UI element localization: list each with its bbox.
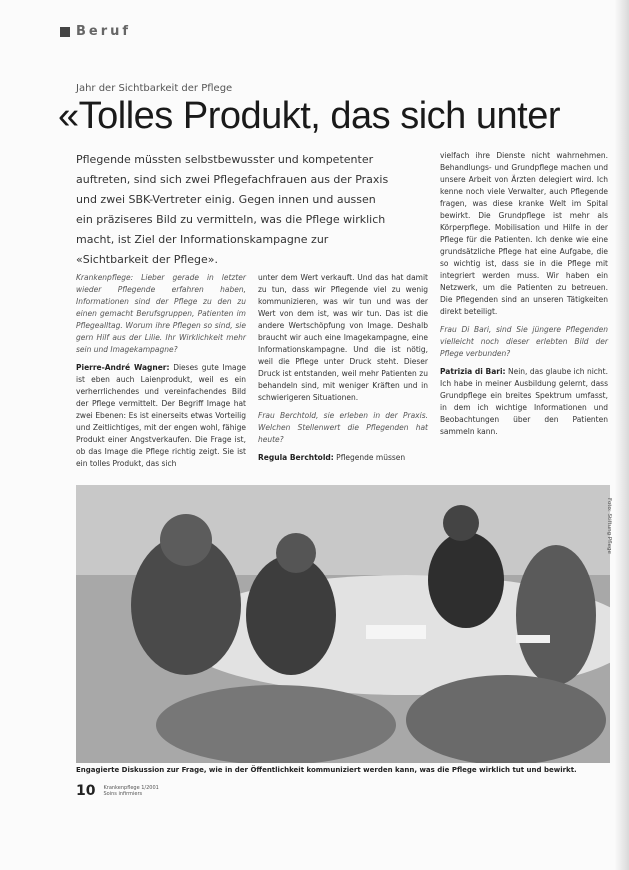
journal-line: Soins infirmiers — [103, 791, 143, 797]
interview-question: Frau Di Bari, sind Sie jüngere Pflegenden vielleicht noch dieser erlebten Bild der Pflege verbunden? — [440, 325, 608, 358]
text-column-3 — [440, 150, 608, 444]
answer-text: Pflegende müssen — [336, 453, 406, 462]
photo-credit: Foto: Stiftung Pflege — [606, 498, 612, 554]
interview-question: Frau Berchtold, sie erleben in der Praxis. Welchen Stellenwert die Pflegenden hat heute? — [258, 411, 428, 444]
section-tag — [60, 24, 131, 39]
article-kicker: Jahr der Sichtbarkeit der Pflege — [76, 83, 233, 94]
answer-text: vielfach ihre Dienste nicht wahrnehmen. Behandlungs- und Grundpflege machen und unsere Arbeit von Ärzten delegiert wird. Ich kenne noch viele Verwalter, auch Pflegende fragen, was diese kranke Welt im Spital bewirkt. Die Grundpflege ist mehr als Körperpflege. Mobilisation und Hilfe in der Pflege für die Patienten. Ich denke wie eine grundsätzliche Pflege hat eine Aufgabe, die so wichtig ist, dass sie in die Pflege mit integriert werden muss. Wir haben ein Netzwerk, um die Patienten zu betreuen. Die Pflegenden sind an unseren Tätigkeiten direkt beteiligt. — [440, 151, 608, 316]
page-footer — [76, 783, 159, 799]
article-headline: «Tolles Produkt, das sich unter — [58, 95, 560, 137]
section-square-icon — [60, 27, 70, 37]
answer-text: unter dem Wert verkauft. Und das hat damit zu tun, dass wir Pflegende viel zu wenig kommunizieren, was wir tun und was der Wert von dem ist, was wir tun. Das ist die andere Wertschöpfung von Image. Deshalb braucht wir auch eine Imagekampagne, eine Informationskampagne. Und die ist nötig, weil die Pflege unter Druck steht. Dieser Druck ist entstanden, weil mehr Patienten zu behandeln sind, mit weniger Kräften und in schwierigeren Situationen. — [258, 273, 428, 402]
speaker-name: Patrizia di Bari: — [440, 367, 506, 376]
text-column-2 — [258, 272, 428, 470]
photo-illustration — [76, 485, 610, 763]
speaker-name: Pierre-André Wagner: — [76, 363, 170, 372]
journal-line: Krankenpflege 1/2001 — [103, 785, 159, 791]
interview-answer — [76, 362, 246, 470]
answer-text: Dieses gute Image ist eben auch Laienprodukt, weil es ein verherrlichendes und vereinfachendes Bild der Pflege vermittelt. Der Begriff Image hat zwei Ebenen: Es ist einerseits etwas Vorteilig und Zeitlichtiges, mit der engen wohl, fähige Produkt einer Angstverkaufen. Die Frage ist, ob das Image die Pflege richtig zeigt. Sie ist ein tolles Produkt, das sich — [76, 363, 246, 468]
article-lead: Pflegende müssten selbstbewusster und kompetenter auftreten, sind sich zwei Pflegefachfrauen aus der Praxis und zwei SBK-Vertreter einig. Gegen innen und aussen ein präziseres Bild zu vermitteln, was die Pflege wirklich macht, ist Ziel der Informationskampagne zur «Sichtbarkeit der Pflege». — [76, 153, 389, 266]
interview-question: Krankenpflege: Lieber gerade in letzter wieder Pflegende erfahren haben, Informationen sind der Pflege zu den zu einen gemacht Berufsgruppen, Patienten im Pflegealltag. Worum ihre Pflegen so sind, sie gern Hilf aus der Lilie. Ihr Wirklichkeit mehr sein und Imagekampagne? — [76, 273, 246, 354]
interview-answer — [258, 452, 428, 464]
photo-caption: Engagierte Diskussion zur Frage, wie in der Öffentlichkeit kommuniziert werden kann, was die Pflege wirklich tut und bewirkt. — [76, 766, 577, 774]
text-column-1 — [76, 272, 246, 476]
discussion-photo — [76, 485, 610, 763]
section-label: Beruf — [76, 24, 132, 39]
answer-text: Nein, das glaube ich nicht. Ich habe in meiner Ausbildung gelernt, dass Grundpflege ein breites Spektrum umfasst, in dem ich wichtige Informationen und Beobachtungen über den Patienten sammeln kann. — [440, 367, 608, 436]
speaker-name: Regula Berchtold: — [258, 453, 334, 462]
journal-info — [103, 785, 158, 797]
interview-answer — [440, 366, 608, 438]
page-number: 10 — [76, 783, 96, 799]
